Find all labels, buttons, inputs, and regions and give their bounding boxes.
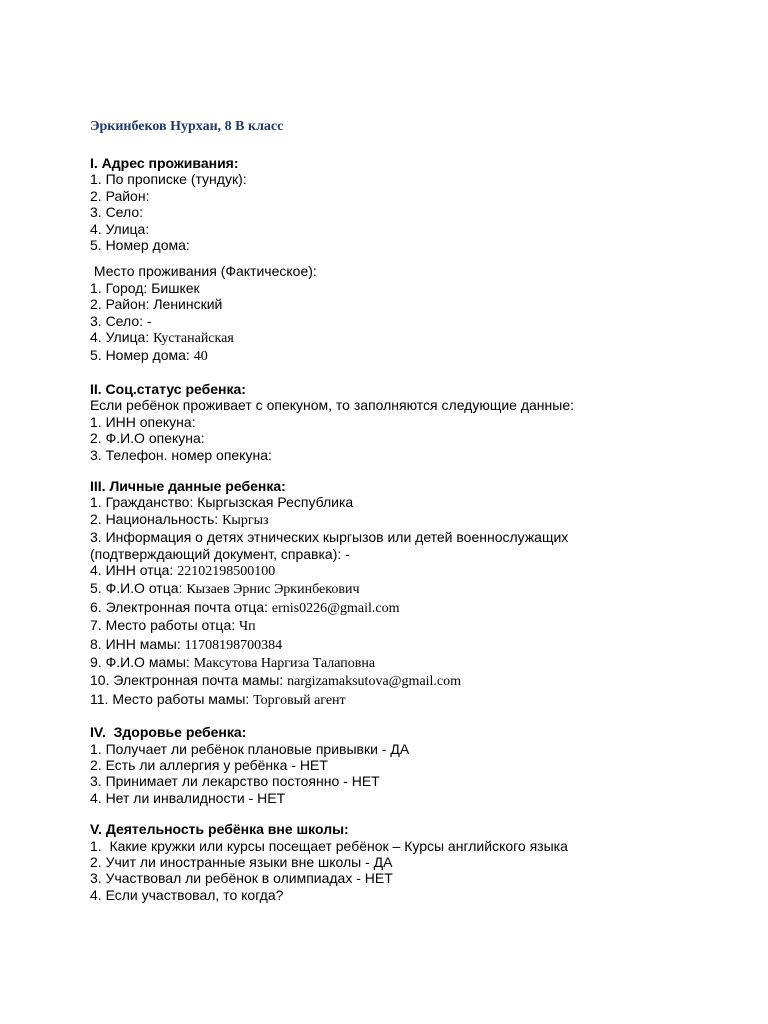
list-item	[90, 511, 710, 529]
list-item	[90, 580, 710, 598]
list-item	[90, 654, 710, 672]
list-item	[90, 296, 710, 312]
field-label: 2. Район:	[90, 296, 154, 313]
field-value: Кыргыз	[222, 512, 269, 528]
field-label: 5. Номер дома:	[90, 347, 194, 364]
section-heading-personal-data: III. Личные данные ребенка:	[90, 477, 286, 494]
list-item: 3. Село:	[90, 204, 143, 221]
list-item: 1. Получает ли ребёнок плановые привывки - ДА	[90, 740, 410, 757]
list-item: 2. Ф.И.О опекуна:	[90, 430, 205, 447]
list-item	[90, 280, 710, 296]
section-note: Если ребёнок проживает с опекуном, то заполняются следующие данные:	[90, 397, 575, 414]
list-item: 1. Какие кружки или курсы посещает ребёнок – Курсы английского языка	[90, 837, 568, 854]
list-item	[90, 329, 710, 347]
field-label: 6. Электронная почта отца:	[90, 598, 272, 615]
list-item	[90, 691, 710, 709]
field-label: 11. Место работы мамы:	[90, 690, 254, 707]
field-label: 3. Информация о детях этнических кыргызов или детей военнослужащих	[90, 529, 569, 546]
list-item: 4. Улица:	[90, 220, 150, 237]
list-item	[90, 313, 710, 329]
field-label: 7. Место работы отца:	[90, 617, 240, 634]
field-value: Бишкек	[151, 279, 200, 296]
field-label: 2. Национальность:	[90, 510, 223, 527]
field-label: 4. ИНН отца:	[90, 561, 178, 578]
list-item	[90, 347, 710, 365]
field-value: Ленинский	[153, 296, 223, 313]
field-value: 22102198500100	[177, 563, 276, 579]
list-item	[90, 636, 710, 654]
section-heading-activities: V. Деятельность ребёнка вне школы:	[90, 821, 349, 838]
field-value: Чп	[239, 619, 256, 635]
document-body	[90, 117, 710, 903]
list-item: 3. Телефон. номер опекуна:	[90, 446, 272, 463]
list-item: 4. Нет ли инвалидности - НЕТ	[90, 789, 286, 806]
field-value: Кызаев Эрнис Эркинбекович	[186, 582, 360, 598]
field-value: Торговый агент	[253, 692, 346, 708]
section-heading-address: I. Адрес проживания:	[90, 155, 239, 171]
list-item: 4. Если участвовал, то когда?	[90, 886, 284, 903]
list-item	[90, 617, 710, 635]
fact-address-heading: Место проживания (Фактическое):	[90, 263, 317, 280]
field-label: 1. Город:	[90, 279, 152, 296]
list-item	[90, 546, 710, 562]
field-label: 4. Улица:	[90, 329, 154, 346]
field-label: (подтверждающий документ, справка): -	[90, 545, 350, 562]
field-value: 11708198700384	[184, 637, 283, 653]
list-item: 1. По прописке (тундук):	[90, 171, 247, 188]
field-value: nargizamaksutova@gmail.com	[287, 674, 462, 690]
list-item: 2. Есть ли аллергия у ребёнка - НЕТ	[90, 757, 328, 773]
list-item	[90, 494, 710, 510]
section-heading-health: IV. Здоровье ребенка:	[90, 724, 247, 741]
list-item	[90, 529, 710, 545]
field-label: 9. Ф.И.О мамы:	[90, 653, 194, 670]
section-heading-social-status: II. Соц.статус ребенка:	[90, 380, 246, 397]
list-item	[90, 672, 710, 690]
field-label: 1. Гражданство: Кыргызская Республика	[90, 494, 354, 511]
field-value: Кустанайская	[153, 331, 234, 347]
list-item: 5. Номер дома:	[90, 237, 190, 254]
field-value: Максутова Наргиза Талаповна	[193, 655, 376, 671]
field-label: 3. Село:	[90, 312, 147, 329]
list-item: 1. ИНН опекуна:	[90, 413, 196, 430]
field-label: 10. Электронная почта мамы:	[90, 672, 288, 689]
list-item: 2. Учит ли иностранные языки вне школы - ДА	[90, 854, 393, 871]
field-label: 5. Ф.И.О отца:	[90, 580, 187, 597]
field-value: ernis0226@gmail.com	[271, 600, 400, 616]
list-item: 3. Принимает ли лекарство постоянно - НЕТ	[90, 773, 380, 790]
list-item	[90, 599, 710, 617]
list-item: 3. Участвовал ли ребёнок в олимпиадах - НЕТ	[90, 870, 393, 887]
student-name-title: Эркинбеков Нурхан, 8 В класс	[90, 119, 284, 134]
list-item: 2. Район:	[90, 187, 150, 204]
field-value: -	[146, 312, 152, 329]
field-label: 8. ИНН мамы:	[90, 635, 185, 652]
list-item	[90, 562, 710, 580]
field-value: 40	[193, 349, 208, 365]
